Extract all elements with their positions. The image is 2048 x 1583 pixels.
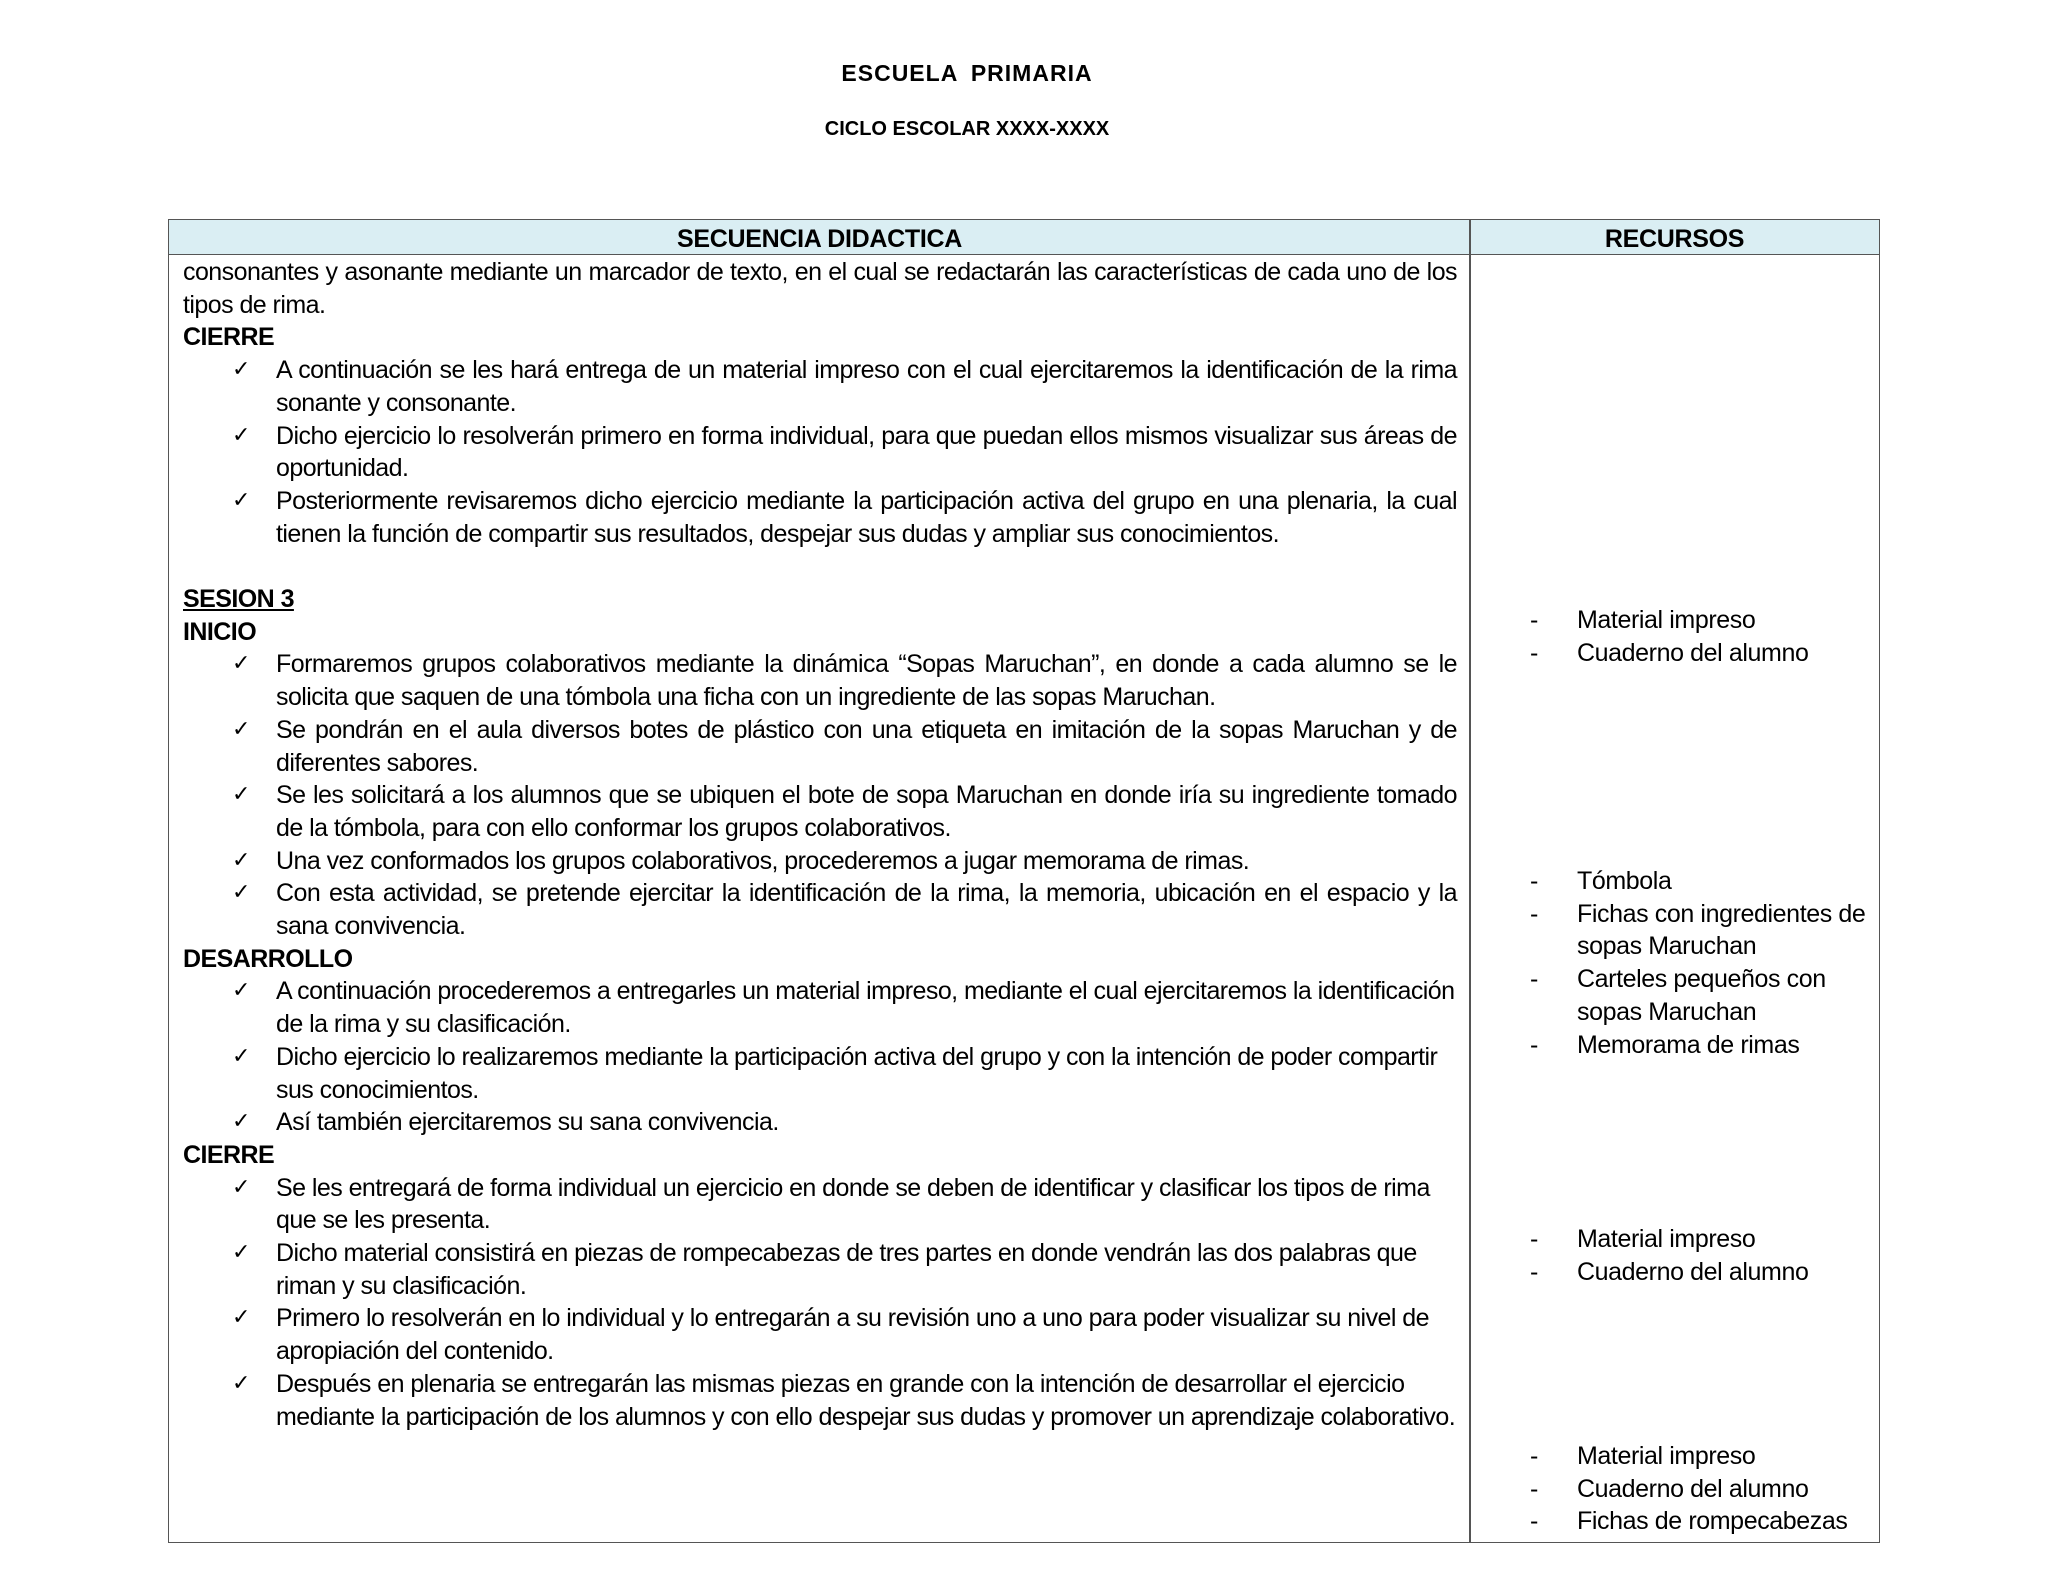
check-icon: ✓ <box>232 651 250 677</box>
list-item: ✓ Se pondrán en el aula diversos botes de plástico con una etiqueta en imitación de la sopas Maruchan y de diferentes sabores. <box>232 715 1457 777</box>
resource-item: - Material impreso <box>1470 604 1808 637</box>
dash-bullet: - <box>1530 606 1538 634</box>
inicio-list <box>183 648 1457 942</box>
section-heading-cierre: CIERRE <box>183 323 275 352</box>
check-icon: ✓ <box>232 1043 250 1069</box>
resource-item: - Cuaderno del alumno <box>1470 637 1808 670</box>
dash-bullet: - <box>1530 1442 1538 1470</box>
list-item: ✓ Posteriormente revisaremos dicho ejercicio mediante la participación activa del grupo en una plenaria, la cual tienen la función de compartir sus resultados, despejar sus dudas y ampliar sus conocimientos. <box>232 486 1457 548</box>
school-title: ESCUELA PRIMARIA <box>841 60 1093 86</box>
check-icon: ✓ <box>232 1240 250 1266</box>
check-icon: ✓ <box>232 782 250 808</box>
dash-bullet: - <box>1530 899 1538 928</box>
resource-item: - Fichas de rompecabezas <box>1470 1505 1848 1538</box>
dash-bullet: - <box>1530 867 1538 895</box>
desarrollo-list <box>183 975 1457 1139</box>
dash-bullet: - <box>1530 1257 1538 1286</box>
list-item: ✓ Dicho ejercicio lo realizaremos mediante la participación activa del grupo y con la intención de poder compartir sus conocimientos. <box>232 1042 1438 1104</box>
check-icon: ✓ <box>232 487 250 513</box>
dash-bullet: - <box>1530 1507 1538 1536</box>
cierre-list <box>183 1172 1457 1434</box>
resource-list <box>1470 1223 1808 1288</box>
check-icon: ✓ <box>232 357 250 383</box>
column-header-resources: RECURSOS <box>1604 225 1745 253</box>
spacer <box>183 550 1457 583</box>
sequence-column <box>183 256 1457 1433</box>
school-cycle: CICLO ESCOLAR XXXX-XXXX <box>824 118 1110 140</box>
check-icon: ✓ <box>232 1174 250 1200</box>
dash-bullet: - <box>1530 638 1538 667</box>
check-icon: ✓ <box>232 978 250 1004</box>
list-item: ✓ A continuación procederemos a entregarles un material impreso, mediante el cual ejercitaremos la identificación de la rima y su clasificación. <box>232 977 1455 1039</box>
section-heading-inicio: INICIO <box>183 617 257 646</box>
resource-list <box>1470 1440 1848 1538</box>
intro-paragraph: consonantes y asonante mediante un marcador de texto, en el cual se redactarán las características de cada uno de los tipos de rima. <box>183 258 1457 319</box>
list-item: ✓ Con esta actividad, se pretende ejercitar la identificación de la rima, la memoria, ubicación en el espacio y la sana convivencia. <box>232 879 1457 941</box>
resource-item: - Fichas con ingredientes de sopas Maruchan <box>1530 899 1866 961</box>
check-icon: ✓ <box>232 1109 250 1135</box>
list-item: ✓ Primero lo resolverán en lo individual y lo entregarán a su revisión uno a uno para poder visualizar su nivel de apropiación del contenido. <box>232 1304 1429 1366</box>
resource-item: - Material impreso <box>1470 1440 1848 1473</box>
check-icon: ✓ <box>232 847 250 873</box>
dash-bullet: - <box>1530 1030 1538 1059</box>
dash-bullet: - <box>1530 1474 1538 1503</box>
column-header-sequence: SECUENCIA DIDACTICA <box>676 225 963 253</box>
resource-item: - Tómbola <box>1470 865 1879 898</box>
list-item: ✓ Así también ejercitaremos su sana convivencia. <box>276 1106 1457 1139</box>
session-heading: SESION 3 <box>183 585 294 614</box>
check-icon: ✓ <box>232 1370 250 1396</box>
list-item: ✓ A continuación se les hará entrega de un material impreso con el cual ejercitaremos la identificación de la rima sonante y consonante. <box>232 356 1457 417</box>
resource-item: - Cuaderno del alumno <box>1470 1256 1808 1289</box>
resource-list <box>1470 865 1879 1061</box>
resource-item: - Material impreso <box>1470 1223 1808 1256</box>
check-icon: ✓ <box>232 716 250 742</box>
list-item: ✓ Se les solicitará a los alumnos que se ubiquen el bote de sopa Maruchan en donde iría su ingrediente tomado de la tómbola, para con ello conformar los grupos colaborativos. <box>232 781 1457 842</box>
list-item: ✓ Se les entregará de forma individual un ejercicio en donde se deben de identificar y clasificar los tipos de rima que se les presenta. <box>232 1173 1430 1235</box>
resources-column <box>1470 220 1879 1542</box>
check-icon: ✓ <box>232 1305 250 1331</box>
list-item: ✓ Una vez conformados los grupos colaborativos, procederemos a jugar memorama de rimas. <box>276 845 1457 878</box>
list-item: ✓ Formaremos grupos colaborativos mediante la dinámica “Sopas Maruchan”, en donde a cada alumno se le solicita que saquen de una tómbola una ficha con un ingrediente de las sopas Maruchan. <box>232 650 1457 712</box>
check-icon: ✓ <box>232 880 250 906</box>
section-heading-cierre: CIERRE <box>183 1140 275 1169</box>
resource-item: - Cuaderno del alumno <box>1470 1473 1848 1506</box>
resource-item: - Carteles pequeños con sopas Maruchan <box>1530 965 1826 1026</box>
resource-item: - Memorama de rimas <box>1470 1029 1879 1062</box>
dash-bullet: - <box>1530 965 1538 994</box>
list-item: ✓ Dicho material consistirá en piezas de rompecabezas de tres partes en donde vendrán las dos palabras que riman y su clasificación. <box>232 1239 1417 1300</box>
dash-bullet: - <box>1530 1225 1538 1253</box>
section-heading-desarrollo: DESARROLLO <box>183 944 353 973</box>
cierre-list <box>183 354 1457 550</box>
check-icon: ✓ <box>232 422 250 448</box>
resource-list <box>1470 604 1808 669</box>
list-item: ✓ Dicho ejercicio lo resolverán primero en forma individual, para que puedan ellos mismos visualizar sus áreas de oportunidad. <box>232 421 1457 483</box>
list-item: ✓ Después en plenaria se entregarán las mismas piezas en grande con la intención de desarrollar el ejercicio mediante la participación de los alumnos y con ello despejar sus dudas y promover un aprendizaje colaborativo. <box>232 1369 1456 1431</box>
didactic-sequence-table <box>168 219 1880 1543</box>
